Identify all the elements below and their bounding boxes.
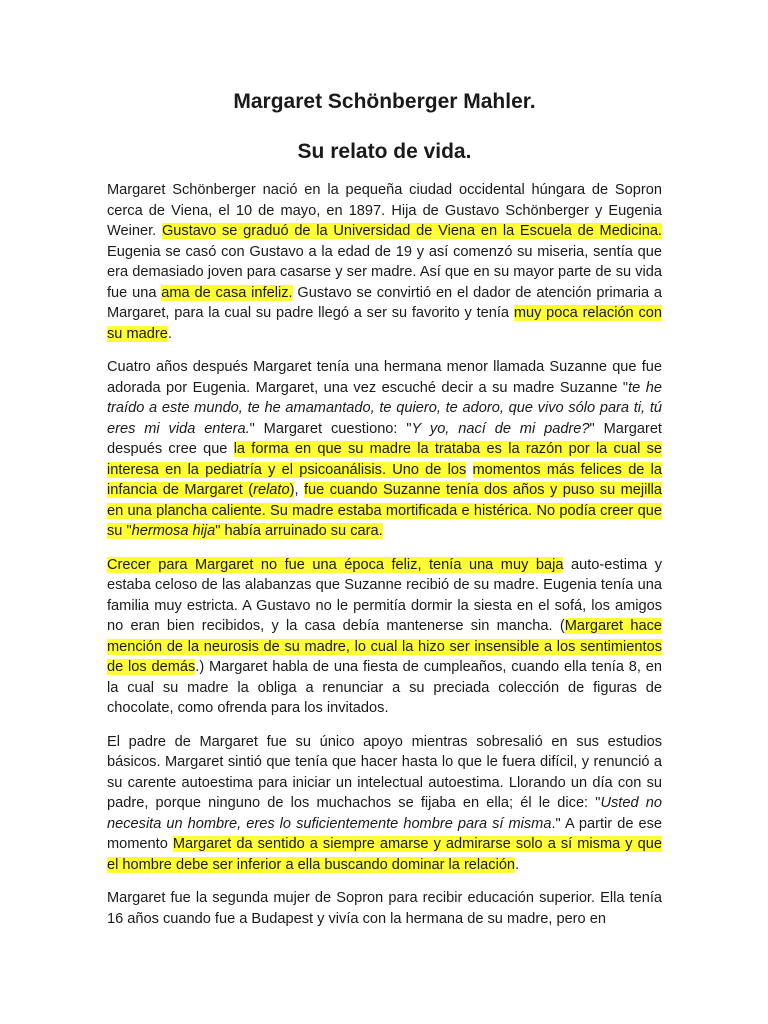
highlighted-text: ) xyxy=(289,482,295,498)
text-run: Usted no necesita un hombre, eres lo suficientemente hombre para sí misma xyxy=(107,795,662,832)
text-run: . xyxy=(167,325,172,342)
document-subtitle: Su relato de vida. xyxy=(297,140,472,163)
text-run: Y yo, nací de mi padre? xyxy=(411,420,590,437)
highlighted-text: " había arruinado su cara. xyxy=(215,523,383,539)
text-run: . xyxy=(515,856,520,873)
document-title: Margaret Schönberger Mahler. xyxy=(233,90,536,113)
text-run xyxy=(466,462,472,478)
document-page xyxy=(107,88,662,929)
paragraph-1 xyxy=(107,180,662,344)
highlighted-text: Margaret da sentido a siempre amarse y admirarse solo a sí misma y que el hombre debe ser inferior a ella buscando dominar la relación xyxy=(107,836,662,873)
highlighted-text: momentos más felices de la infancia de Margaret ( xyxy=(107,461,662,498)
text-run: .) Margaret habla de una fiesta de cumpleaños, cuando ella tenía 8, en la cual su madre la obliga a renunciar a su preciada colección de figuras de chocolate, como ofrenda para los invitados. xyxy=(107,659,662,716)
text-run: Eugenia se casó con Gustavo a la edad de 19 y así comenzó su miseria, sentía que era demasiado joven para casarse y ser madre. Así que en su mayor parte de su vida fue una xyxy=(107,243,662,301)
text-run: " Margaret cuestiono: " xyxy=(249,420,412,437)
highlighted-text: fue cuando Suzanne tenía dos años y puso su mejilla en una plancha caliente. Su madre estaba mortificada e histérica. No podía creer que su " xyxy=(107,482,662,539)
paragraph-3 xyxy=(107,555,662,719)
text-run: " Margaret después cree que xyxy=(107,420,662,457)
highlighted-text: muy poca relación con su madre xyxy=(107,305,662,342)
highlighted-text: relato xyxy=(253,482,290,498)
text-run: Cuatro años después Margaret tenía una hermana menor llamada Suzanne que fue adorada por Eugenia. Margaret, una vez escuché decir a su madre Suzanne " xyxy=(107,359,662,396)
highlighted-text: ama de casa infeliz. xyxy=(161,284,293,301)
text-run: Margaret Schönberger nació en la pequeña ciudad occidental húngara de Sopron cerca de Viena, el 10 de mayo, en 1897. Hija de Gustavo Schönberger y Eugenia Weiner. xyxy=(107,182,662,239)
paragraph-5 xyxy=(107,888,662,929)
text-run: , xyxy=(294,482,304,498)
text-run: auto-estima y estaba celoso de las alabanzas que Suzanne recibió de su madre. Eugenia tenía una familia muy estricta. A Gustavo no le permitía dormir la siesta en el sofá, los amigos no eran bien recibidos, y la casa debía mantenerse sin mancha. ( xyxy=(107,556,663,634)
highlighted-text: la forma en que su madre la trataba es la razón por la cual se interesa en la pediatría y el psicoanálisis. Uno de los xyxy=(107,441,662,478)
highlighted-text: Crecer para Margaret no fue una época feliz, tenía una muy baja xyxy=(107,556,564,573)
text-run: te he traído a este mundo, te he amamantado, te quiero, te adoro, que vivo sólo para ti, tú eres mi vida entera. xyxy=(107,379,662,437)
paragraph-2 xyxy=(107,357,662,542)
text-run: Margaret fue la segunda mujer de Sopron para recibir educación superior. Ella tenía 16 años cuando fue a Budapest y vivía con la hermana de su madre, pero en xyxy=(107,890,662,927)
highlighted-text: Margaret hace mención de la neurosis de su madre, lo cual la hizo ser insensible a los sentimientos de los demás xyxy=(107,618,662,675)
text-run: Gustavo se convirtió en el dador de atención primaria a Margaret, para la cual su padre llegó a ser su favorito y tenía xyxy=(107,284,662,321)
text-run: ." A partir de ese momento xyxy=(107,815,662,852)
highlighted-text: hermosa hija xyxy=(131,523,216,539)
highlighted-text: Gustavo se graduó de la Universidad de Viena en la Escuela de Medicina. xyxy=(161,223,662,239)
paragraph-4 xyxy=(107,732,662,876)
text-run: El padre de Margaret fue su único apoyo mientras sobresalió en sus estudios básicos. Margaret sintió que tenía que hacer hasta lo que le fuera difícil, y renunció a su carente autoestima para iniciar un intelectual autoestima. Llorando un día con su padre, porque ninguno de los muchachos se fijaba en ella; él le dice: " xyxy=(107,733,662,811)
